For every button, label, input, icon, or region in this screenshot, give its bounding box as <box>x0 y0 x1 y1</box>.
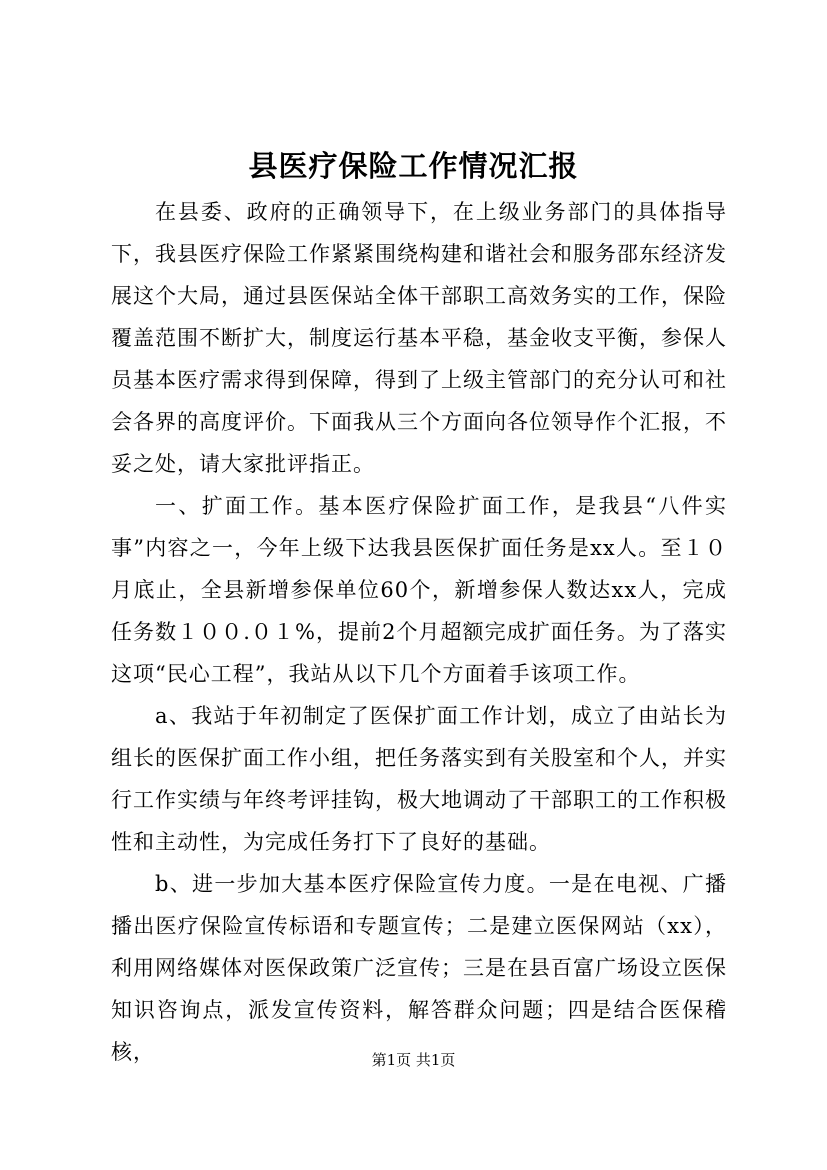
paragraph-intro: 在县委、政府的正确领导下，在上级业务部门的具体指导下，我县医疗保险工作紧紧围绕构建和谐社会和服务邵东经济发展这个大局，通过县医保站全体干部职工高效务实的工作，保险覆盖范围不断扩大，制度运行基本平稳，基金收支平衡，参保人员基本医疗需求得到保障，得到了上级主管部门的充分认可和社会各界的高度评价。下面我从三个方面向各位领导作个汇报，不妥之处，请大家批评指正。 <box>111 200 727 476</box>
paragraph-item-b: b、进一步加大基本医疗保险宣传力度。一是在电视、广播播出医疗保险宣传标语和专题宣传；二是建立医保网站（xx），利用网络媒体对医保政策广泛宣传；三是在县百富广场设立医保知识咨询点，派发宣传资料，解答群众问题；四是结合医保稽核， <box>111 872 727 1064</box>
paragraph-item-a: a、我站于年初制定了医保扩面工作计划，成立了由站长为组长的医保扩面工作小组，把任务落实到有关股室和个人，并实行工作实绩与年终考评挂钩，极大地调动了干部职工的工作积极性和主动性，为完成任务打下了良好的基础。 <box>111 704 727 854</box>
page-number-footer: 第1页 共1页 <box>371 1051 456 1069</box>
paragraph-section-1: 一、扩面工作。基本医疗保险扩面工作，是我县“八件实事”内容之一，今年上级下达我县医保扩面任务是xx人。至１０月底止，全县新增参保单位60个，新增参保人数达xx人，完成任务数１００.０１%，提前2个月超额完成扩面任务。为了落实这项“民心工程”，我站从以下几个方面着手该项工作。 <box>111 494 727 686</box>
document-title: 县医疗保险工作情况汇报 <box>248 149 579 183</box>
document-body <box>111 191 727 1073</box>
